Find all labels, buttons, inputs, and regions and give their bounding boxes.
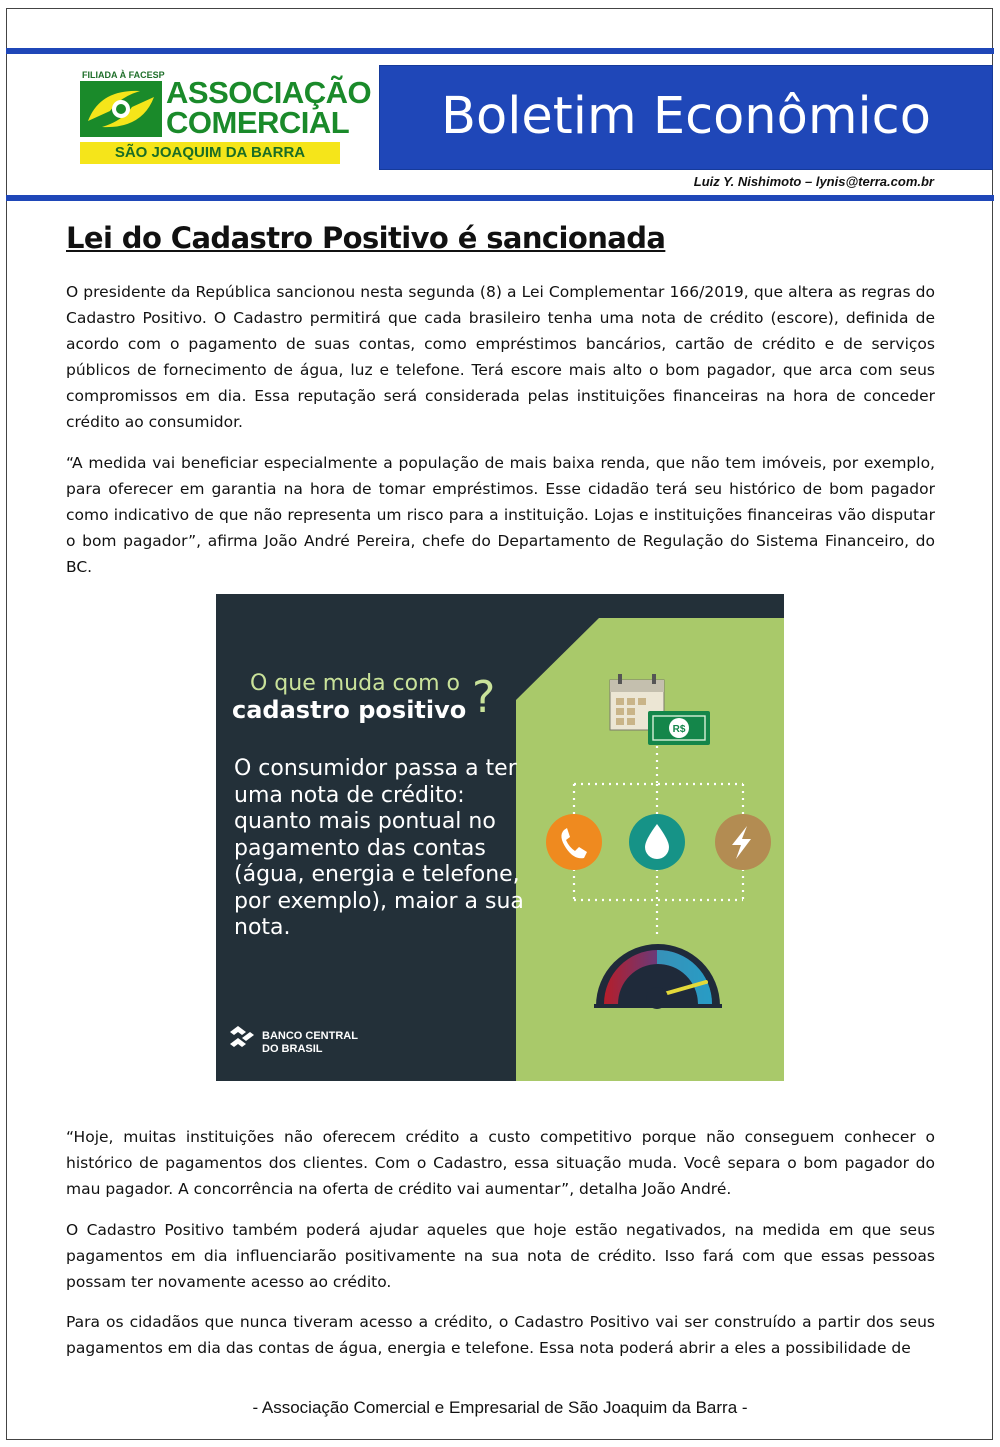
article-paragraph-2: “A medida vai beneficiar especialmente a população de mais baixa renda, que não tem imóveis, por exemplo, para oferecer em garantia na hora de tomar empréstimos. Esse cidadão terá seu histórico de bom pagador como indicativo de que não representa um risco para a instituição. Lojas e instituições financeiras vão disputar o bom pagador”, afirma João André Pereira, chefe do Departamento de Regulação do Sistema Financeiro, do BC. <box>66 454 935 576</box>
infographic-body-text: O consumidor passa a ter uma nota de crédito: quanto mais pontual no pagamento das contas (água, energia e telefone, por exemplo), maior a sua nota. <box>234 756 524 940</box>
logo-city: SÃO JOAQUIM DA BARRA <box>114 144 306 161</box>
header-top-rule <box>6 48 994 54</box>
logo-line-1: ASSOCIAÇÃO <box>166 75 372 110</box>
lightning-icon <box>715 814 771 870</box>
water-drop-icon <box>629 814 685 870</box>
logo-city-band <box>80 142 340 164</box>
article-headline: Lei do Cadastro Positivo é sancionada <box>66 221 666 255</box>
article-paragraph-5: Para os cidadãos que nunca tiveram acesso a crédito, o Cadastro Positivo vai ser construído a partir dos seus pagamentos em dia das contas de água, energia e telefone. Essa nota poderá abrir a eles a possibilidade de <box>66 1313 935 1357</box>
banknote-icon <box>648 711 710 745</box>
association-logo <box>80 70 372 166</box>
bank-logo-icon <box>230 1026 254 1047</box>
infographic-title-light: O que muda com o <box>250 671 460 696</box>
page-footer: - Associação Comercial e Empresarial de São Joaquim da Barra - <box>252 1398 748 1417</box>
article-paragraph-4: O Cadastro Positivo também poderá ajudar aqueles que hoje estão negativados, na medida em que seus pagamentos em dia influenciarão positivamente na sua nota de crédito. Isso fará com que essas pessoas possam ter novamente acesso ao crédito. <box>66 1221 935 1291</box>
bulletin-title-box <box>379 65 993 170</box>
logo-line-2: COMERCIAL <box>166 105 350 140</box>
phone-icon <box>546 814 602 870</box>
infographic-question-mark: ? <box>472 672 496 723</box>
banknote-currency: R$ <box>672 724 686 735</box>
infographic-title-bold: cadastro positivo <box>232 696 467 724</box>
article-paragraph-1: O presidente da República sancionou nesta segunda (8) a Lei Complementar 166/2019, que altera as regras do Cadastro Positivo. O Cadastro permitirá que cada brasileiro tenha uma nota de crédito (escore), definida de acordo com o pagamento de suas contas, como empréstimos bancários, cartão de crédito e de serviços públicos de fornecimento de água, luz e telefone. Terá escore mais alto o bom pagador, que arca com seus compromissos em dia. Essa reputação será considerada pelas instituições financeiras na hora de conceder crédito ao consumidor. <box>66 283 935 431</box>
logo-mark-icon <box>80 81 162 137</box>
header-bottom-rule <box>6 195 994 201</box>
author-credit: Luiz Y. Nishimoto – lynis@terra.com.br <box>693 174 934 189</box>
article-paragraph-3: “Hoje, muitas instituições não oferecem crédito a custo competitivo porque não conseguem conhecer o histórico de pagamentos dos clientes. Com o Cadastro, essa situação muda. Você separa o bom pagador do mau pagador. A concorrência na oferta de crédito vai aumentar”, detalha João André. <box>66 1128 935 1198</box>
bank-name-line-1: BANCO CENTRAL <box>262 1030 358 1042</box>
logo-affiliation: FILIADA À FACESP <box>82 70 165 80</box>
bulletin-title: Boletim Econômico <box>441 87 931 146</box>
cadastro-positivo-infographic <box>216 594 784 1081</box>
bank-name-line-2: DO BRASIL <box>262 1043 323 1055</box>
